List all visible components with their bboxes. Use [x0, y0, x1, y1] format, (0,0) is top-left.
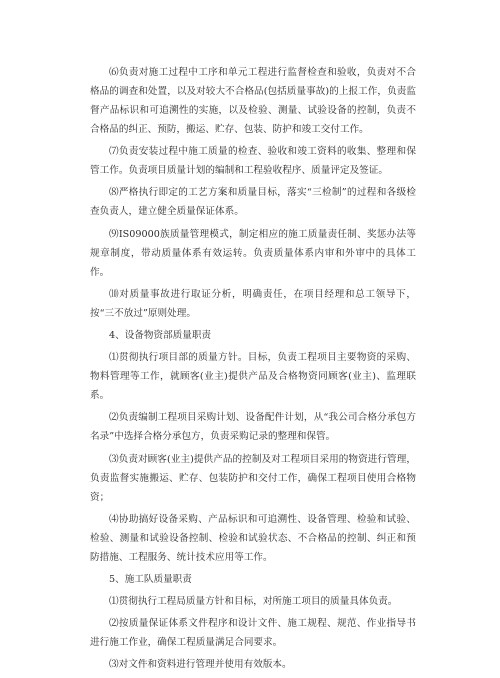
- paragraph-equipment-4: ⑷协助搞好设备采购、产品标识和可追溯性、设备管理、检验和试验、检验、测量和试验设备控制、检验和试验状态、不合格品的控制、纠正和预防措施、工程服务、统计技术应用等工作。: [90, 513, 416, 563]
- paragraph-team-1: ⑴贯彻执行工程局质量方针和目标，对所施工项目的质量具体负责。: [109, 596, 398, 608]
- paragraph-item-6: ⑹负责对施工过程中工序和单元工程进行监督检查和验收，负责对不合格品的调查和处置，以及对较大不合格品(包括质量事故)的上报工作，负责监督产品标识和可追溯性的实施，以及检验、测量、试验设备的控制，负责不合格品的纠正、预防，搬运、贮存、包装、防护和竣工交付工作。: [90, 67, 416, 135]
- document-body: [90, 63, 416, 678]
- paragraph-team-2: ⑵按质量保证体系文件程序和设计文件、施工规程、规范、作业指导书进行施工作业，确保工程质量满足合同要求。: [90, 618, 416, 649]
- paragraph-item-9: ⑼IS09000族质量管理模式，制定相应的施工质量责任制、奖惩办法等规章制度，带动质量体系有效运转。负责质量体系内审和外审中的具体工作。: [90, 228, 416, 278]
- paragraph-equipment-3: ⑶负责对顾客(业主)提供产品的控制及对工程项目采用的物资进行管理，负责监督实施搬运、贮存、包装防护和交付工作，确保工程项目使用合格物资；: [90, 453, 416, 503]
- paragraph-item-7: ⑺负责安装过程中施工质量的检查、验收和竣工资料的收集、整理和保管工作。负责项目质量计划的编制和工程验收程序、质量评定及签证。: [90, 146, 416, 177]
- paragraph-item-8: ⑻严格执行即定的工艺方案和质量目标，落实“三检制”的过程和各级检查负责人，建立健全质量保证体系。: [90, 187, 416, 218]
- paragraph-equipment-1: ⑴贯彻执行项目部的质量方针。目标，负责工程项目主要物资的采购、物料管理等工作，就顾客(业主)提供产品及合格物资同顾客(业主)、监理联系。: [90, 352, 416, 402]
- section-heading-equipment-dept: 4、设备物资部质量职责: [109, 329, 212, 341]
- paragraph-item-10: ⑽对质量事故进行取证分析，明确责任，在项目经理和总工领导下，按“三不放过”原则处理。: [90, 288, 416, 319]
- section-heading-construction-team: 5、施工队质量职责: [109, 573, 192, 585]
- paragraph-equipment-2: ⑵负责编制工程项目采购计划、设备配件计划，从“我公司合格分承包方名录”中选择合格分承包方，负责采购记录的整理和保管。: [90, 412, 416, 443]
- paragraph-team-3: ⑶对文件和资料进行管理并使用有效版本。: [109, 659, 292, 671]
